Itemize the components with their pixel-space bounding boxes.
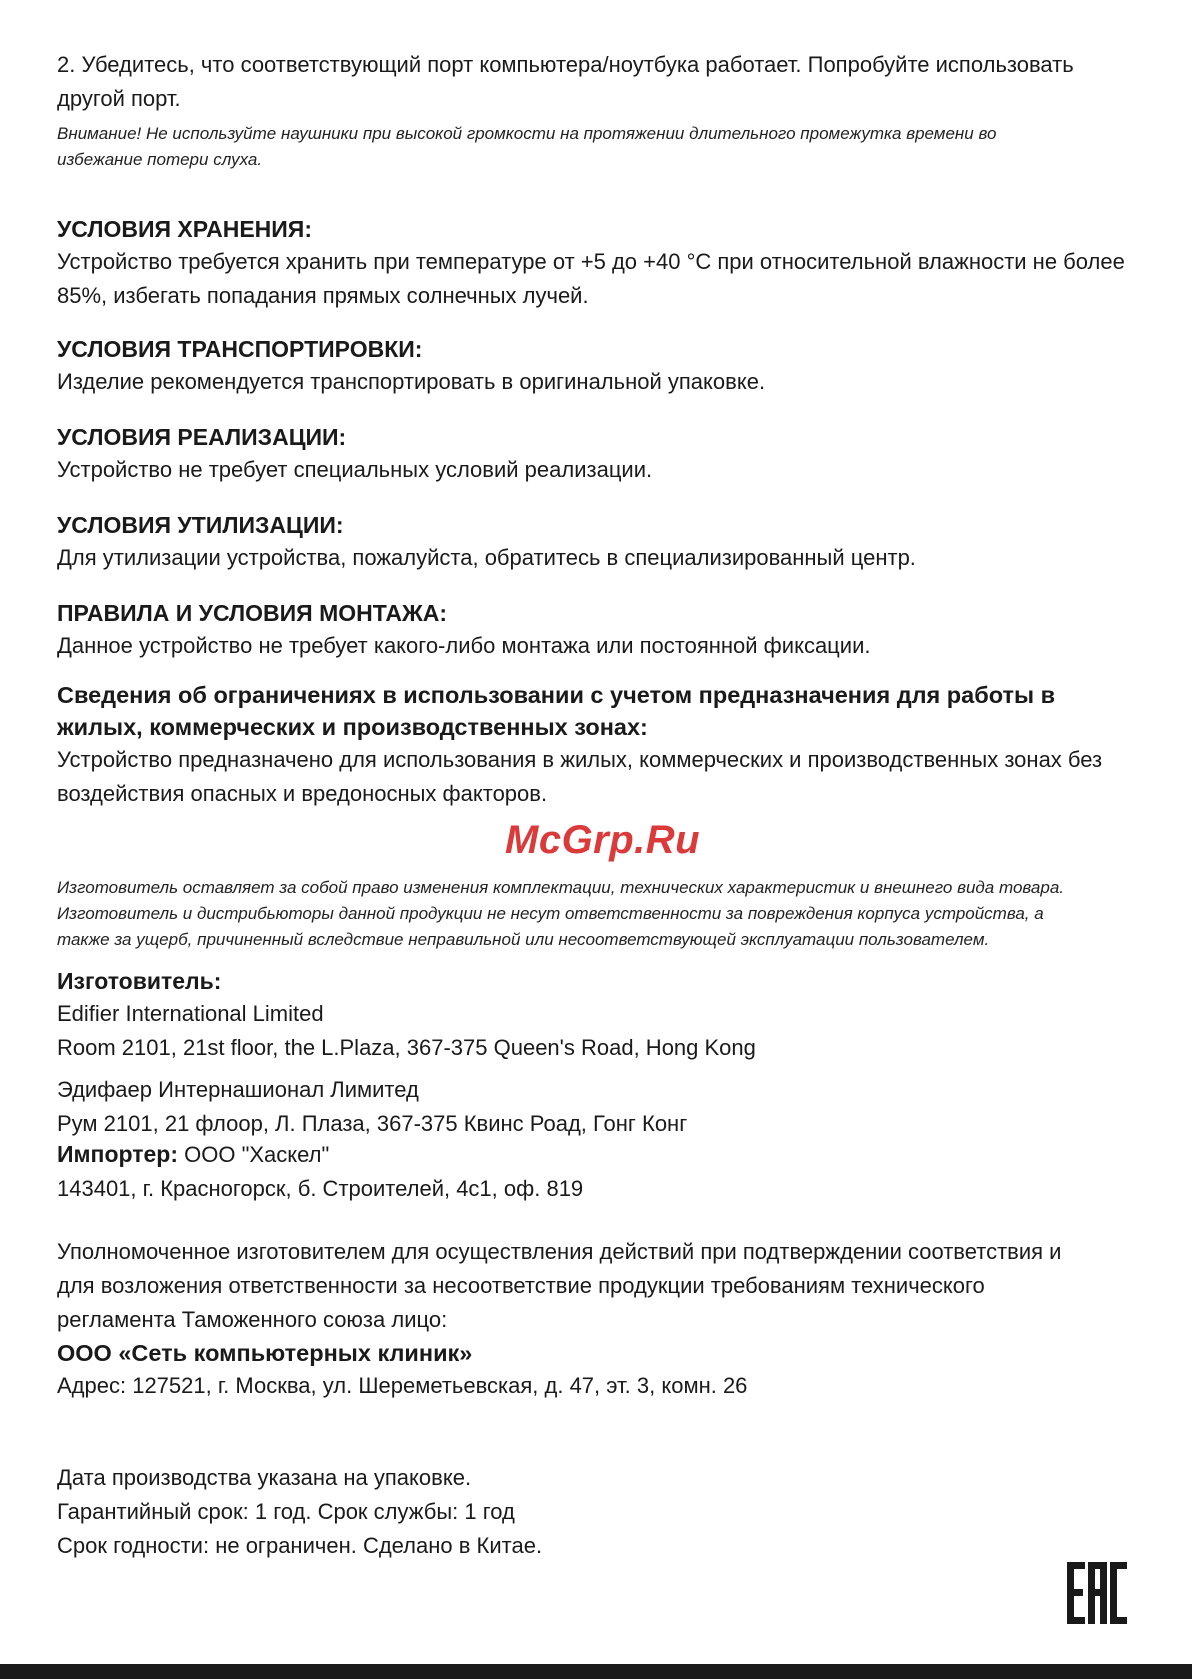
disclaimer-line-1: Изготовитель оставляет за собой право изменения комплектации, технических характеристик и внешнего вида товара. xyxy=(57,878,1064,897)
footer-section xyxy=(57,1461,1137,1563)
hearing-warning-2: избежание потери слуха. xyxy=(57,150,263,169)
intro-section xyxy=(57,48,1137,173)
importer-section xyxy=(57,1137,1137,1206)
footer-line-2: Гарантийный срок: 1 год. Срок службы: 1 год xyxy=(57,1499,515,1524)
sales-line-1: Устройство не требует специальных условий реализации. xyxy=(57,457,653,482)
restrictions-section xyxy=(57,679,1137,811)
manufacturer-section xyxy=(57,965,1137,1141)
disclaimer-line-2: Изготовитель и дистрибьюторы данной продукции не несут ответственности за повреждения корпуса устройства, а xyxy=(57,904,1044,923)
importer-name: ООО "Хаскел" xyxy=(184,1142,330,1167)
disclaimer-section xyxy=(57,875,1137,953)
authorized-line-2: для возложения ответственности за несоответствие продукции требованиям технического xyxy=(57,1273,985,1298)
disposal-title: УСЛОВИЯ УТИЛИЗАЦИИ: xyxy=(57,512,344,538)
intro-line-1: 2. Убедитесь, что соответствующий порт компьютера/ноутбука работает. Попробуйте использовать xyxy=(57,52,1074,77)
mounting-line-1: Данное устройство не требует какого-либо монтажа или постоянной фиксации. xyxy=(57,633,871,658)
intro-line-2: другой порт. xyxy=(57,86,181,111)
restrictions-title-2: жилых, коммерческих и производственных зонах: xyxy=(57,714,648,740)
authorized-section xyxy=(57,1235,1137,1403)
bottom-border xyxy=(0,1664,1192,1679)
footer-line-3: Срок годности: не ограничен. Сделано в Китае. xyxy=(57,1533,543,1558)
manufacturer-address-ru: Рум 2101, 21 флоор, Л. Плаза, 367-375 Квинс Роад, Гонг Конг xyxy=(57,1111,688,1136)
mounting-title: ПРАВИЛА И УСЛОВИЯ МОНТАЖА: xyxy=(57,600,448,626)
disposal-line-1: Для утилизации устройства, пожалуйста, обратитесь в специализированный центр. xyxy=(57,545,916,570)
storage-section xyxy=(57,213,1137,313)
mounting-section xyxy=(57,597,1137,663)
disclaimer-line-3: также за ущерб, причиненный вследствие неправильной или несоответствующей эксплуатации пользователем. xyxy=(57,930,990,949)
manufacturer-address-en: Room 2101, 21st floor, the L.Plaza, 367-375 Queen's Road, Hong Kong xyxy=(57,1035,756,1060)
importer-address: 143401, г. Красногорск, б. Строителей, 4с1, оф. 819 xyxy=(57,1176,584,1201)
importer-line xyxy=(57,1137,1137,1172)
importer-label: Импортер: xyxy=(57,1141,178,1167)
authorized-line-1: Уполномоченное изготовителем для осуществления действий при подтверждении соответствия и xyxy=(57,1239,1062,1264)
authorized-address: Адрес: 127521, г. Москва, ул. Шереметьевская, д. 47, эт. 3, комн. 26 xyxy=(57,1373,748,1398)
eac-logo-icon xyxy=(1067,1562,1127,1624)
transport-title: УСЛОВИЯ ТРАНСПОРТИРОВКИ: xyxy=(57,336,423,362)
restrictions-line-1: Устройство предназначено для использования в жилых, коммерческих и производственных зонах без xyxy=(57,747,1103,772)
hearing-warning-1: Внимание! Не используйте наушники при высокой громкости на протяжении длительного промежутка времени во xyxy=(57,124,997,143)
restrictions-title-1: Сведения об ограничениях в использовании с учетом предназначения для работы в xyxy=(57,682,1056,708)
transport-section xyxy=(57,333,1137,399)
disposal-section xyxy=(57,509,1137,575)
manufacturer-name-ru: Эдифаер Интернашионал Лимитед xyxy=(57,1077,419,1102)
manufacturer-name-en: Edifier International Limited xyxy=(57,1001,324,1026)
storage-line-2: 85%, избегать попадания прямых солнечных лучей. xyxy=(57,283,589,308)
sales-section xyxy=(57,421,1137,487)
authorized-company: ООО «Сеть компьютерных клиник» xyxy=(57,1340,473,1366)
manufacturer-title: Изготовитель: xyxy=(57,968,222,994)
transport-line-1: Изделие рекомендуется транспортировать в оригинальной упаковке. xyxy=(57,369,766,394)
storage-title: УСЛОВИЯ ХРАНЕНИЯ: xyxy=(57,216,312,242)
restrictions-line-2: воздействия опасных и вредоносных факторов. xyxy=(57,781,548,806)
storage-line-1: Устройство требуется хранить при температуре от +5 до +40 °C при относительной влажности не более xyxy=(57,249,1125,274)
sales-title: УСЛОВИЯ РЕАЛИЗАЦИИ: xyxy=(57,424,347,450)
authorized-line-3: регламента Таможенного союза лицо: xyxy=(57,1307,448,1332)
watermark-text: McGrp.Ru xyxy=(505,818,701,862)
footer-line-1: Дата производства указана на упаковке. xyxy=(57,1465,472,1490)
